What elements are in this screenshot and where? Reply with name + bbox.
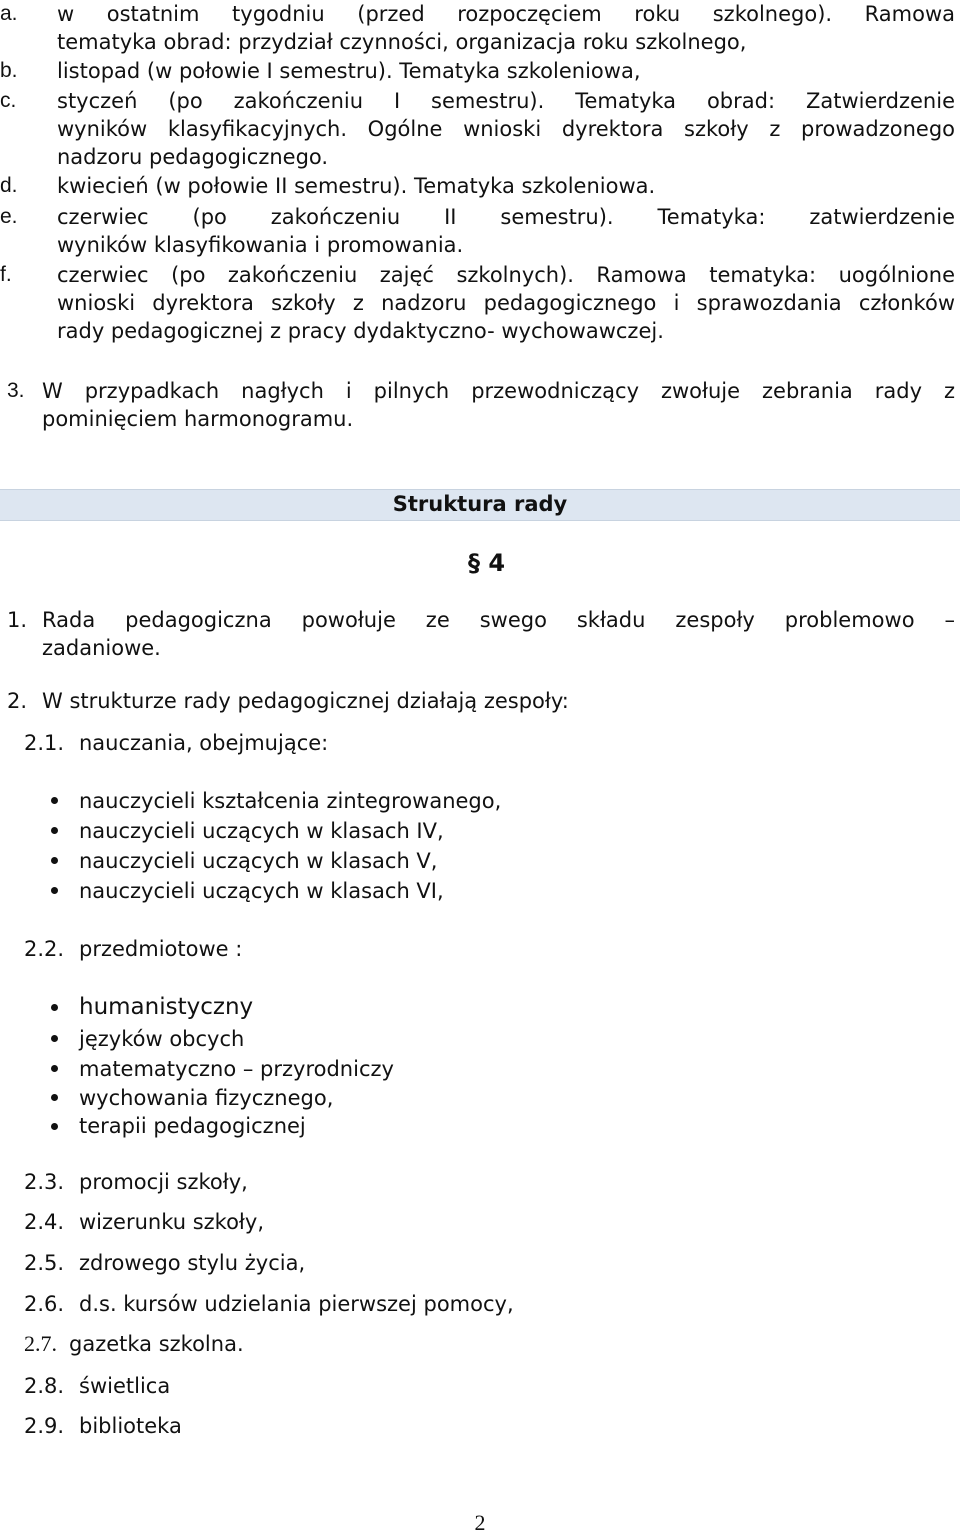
subject-team-item: terapii pedagogicznej: [79, 1114, 306, 1138]
point-3-marker: 3.: [7, 379, 25, 402]
structure-2-7-text: gazetka szkolna.: [69, 1332, 244, 1356]
item-f-line-3: rady pedagogicznej z pracy dydaktyczno- wychowawczej.: [57, 319, 664, 343]
subject-team-item: wychowania fizycznego,: [79, 1086, 334, 1110]
teaching-team-item: nauczycieli uczących w klasach IV,: [79, 819, 444, 843]
teaching-team-item: nauczycieli uczących w klasach VI,: [79, 879, 444, 903]
structure-2-6-text: d.s. kursów udzielania pierwszej pomocy,: [79, 1292, 514, 1316]
bullet-icon: [51, 1004, 58, 1011]
item-a-line-1: w ostatnim tygodniu (przed rozpoczęciem roku szkolnego). Ramowa: [57, 2, 955, 26]
structure-2-7-marker: 2.7.: [24, 1331, 57, 1356]
structure-2-6-marker: 2.6.: [24, 1292, 65, 1316]
item-c-line-1: styczeń (po zakończeniu I semestru). Tematyka obrad: Zatwierdzenie: [57, 89, 955, 113]
bullet-icon: [51, 1035, 58, 1042]
bullet-icon: [51, 1123, 58, 1130]
section-sign: § 4: [468, 549, 506, 577]
item-e-line-2: wyników klasyfikowania i promowania.: [57, 233, 464, 257]
structure-1-marker: 1.: [7, 608, 28, 632]
item-marker-e: e.: [0, 205, 18, 228]
structure-1-line-1: Rada pedagogiczna powołuje ze swego składu zespoły problemowo –: [42, 608, 955, 632]
item-marker-c: c.: [0, 89, 17, 112]
item-marker-b: b.: [0, 59, 18, 82]
item-f-line-1: czerwiec (po zakończeniu zajęć szkolnych). Ramowa tematyka: uogólnione: [57, 263, 955, 287]
structure-2-5-text: zdrowego stylu życia,: [79, 1251, 306, 1275]
section-heading: Struktura rady: [392, 492, 568, 516]
structure-2-4-text: wizerunku szkoły,: [79, 1210, 265, 1234]
bullet-icon: [51, 857, 58, 864]
item-a-line-2: tematyka obrad: przydział czynności, organizacja roku szkolnego,: [57, 30, 747, 54]
structure-2-5-marker: 2.5.: [24, 1251, 65, 1275]
structure-2-2-marker: 2.2.: [24, 937, 65, 961]
structure-2-8-marker: 2.8.: [24, 1374, 65, 1398]
bullet-icon: [51, 827, 58, 834]
structure-2-3-marker: 2.3.: [24, 1170, 65, 1194]
teaching-team-item: nauczycieli kształcenia zintegrowanego,: [79, 789, 502, 813]
structure-2-2-text: przedmiotowe :: [79, 937, 243, 961]
item-marker-d: d.: [0, 174, 18, 197]
bullet-icon: [51, 887, 58, 894]
bullet-icon: [51, 1094, 58, 1101]
point-3-line-1: W przypadkach nagłych i pilnych przewodniczący zwołuje zebrania rady z: [42, 379, 955, 403]
page-number: 2: [474, 1510, 486, 1535]
structure-2-text: W strukturze rady pedagogicznej działają zespoły:: [42, 689, 569, 713]
point-3-line-2: pominięciem harmonogramu.: [42, 407, 354, 431]
item-c-line-3: nadzoru pedagogicznego.: [57, 145, 329, 169]
bullet-icon: [51, 1065, 58, 1072]
structure-2-1-text: nauczania, obejmujące:: [79, 731, 329, 755]
subject-team-item: matematyczno – przyrodniczy: [79, 1057, 394, 1081]
structure-2-3-text: promocji szkoły,: [79, 1170, 248, 1194]
structure-2-marker: 2.: [7, 689, 28, 713]
item-e-line-1: czerwiec (po zakończeniu II semestru). Tematyka: zatwierdzenie: [57, 205, 955, 229]
structure-2-9-text: biblioteka: [79, 1414, 182, 1438]
bullet-icon: [51, 797, 58, 804]
item-b-line-1: listopad (w połowie I semestru). Tematyka szkoleniowa,: [57, 59, 641, 83]
subject-team-item: języków obcych: [79, 1027, 245, 1051]
subject-team-item: humanistyczny: [79, 994, 254, 1020]
item-marker-a: a.: [0, 2, 18, 25]
teaching-team-item: nauczycieli uczących w klasach V,: [79, 849, 438, 873]
structure-2-9-marker: 2.9.: [24, 1414, 65, 1438]
structure-2-4-marker: 2.4.: [24, 1210, 65, 1234]
structure-2-8-text: świetlica: [79, 1374, 171, 1398]
item-d-line-1: kwiecień (w połowie II semestru). Tematyka szkoleniowa.: [57, 174, 656, 198]
structure-1-line-2: zadaniowe.: [42, 636, 161, 660]
structure-2-1-marker: 2.1.: [24, 731, 65, 755]
item-c-line-2: wyników klasyfikacyjnych. Ogólne wnioski dyrektora szkoły z prowadzonego: [57, 117, 955, 141]
item-marker-f: f.: [0, 263, 12, 286]
item-f-line-2: wnioski dyrektora szkoły z nadzoru pedagogicznego i sprawozdania członków: [57, 291, 955, 315]
